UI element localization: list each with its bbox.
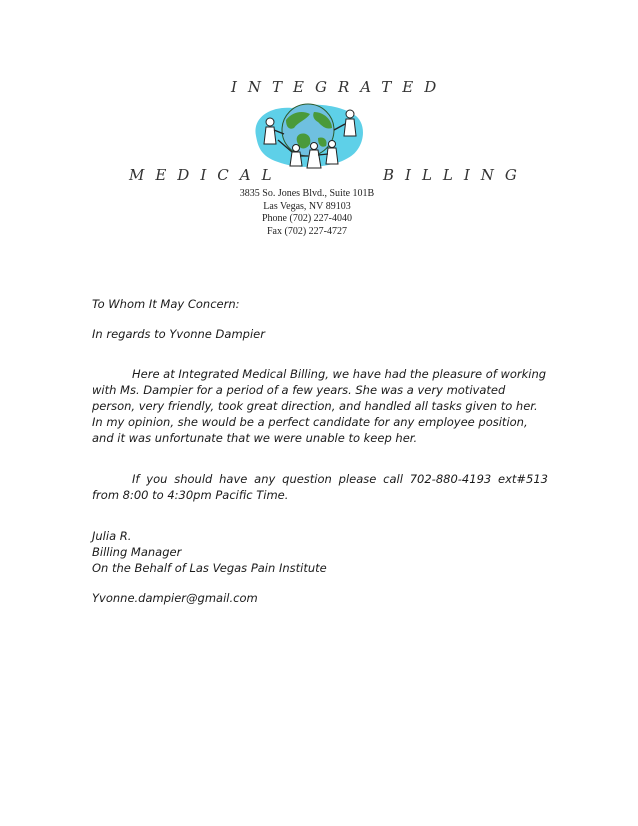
letterhead-word-billing: BILLING <box>383 166 528 184</box>
letterhead-word-integrated: INTEGRATED <box>231 78 448 96</box>
address-fax: Fax (702) 227-4727 <box>267 225 347 237</box>
salutation: To Whom It May Concern: <box>92 297 240 311</box>
letterhead-address <box>200 188 414 238</box>
letter-body <box>92 296 548 606</box>
address-street: 3835 So. Jones Blvd., Suite 101B <box>239 188 375 199</box>
signer-name: Julia R. <box>92 529 132 543</box>
regarding-line: In regards to Yvonne Dampier <box>92 327 265 341</box>
contact-email: Yvonne.dampier@gmail.com <box>92 591 258 605</box>
signer-organization: On the Behalf of Las Vegas Pain Institute <box>92 561 327 575</box>
letterhead-word-medical: MEDICAL <box>129 166 283 184</box>
address-phone: Phone (702) 227-4040 <box>262 213 352 224</box>
globe-with-people-icon <box>248 100 368 172</box>
body-paragraph-2: If you should have any question please call 702-880-4193 ext#513 from 8:00 to 4:30pm Pacific Time. <box>92 472 548 502</box>
signer-title: Billing Manager <box>92 545 182 559</box>
address-city: Las Vegas, NV 89103 <box>263 200 351 212</box>
body-paragraph-1: Here at Integrated Medical Billing, we have had the pleasure of working with Ms. Dampier for a period of a few years. She was a very motivated person, very friendly, took great direction, and handled all tasks given to her. In my opinion, she would be a perfect candidate for any employee position, and it was unfortunate that we were unable to keep her. <box>92 367 547 445</box>
